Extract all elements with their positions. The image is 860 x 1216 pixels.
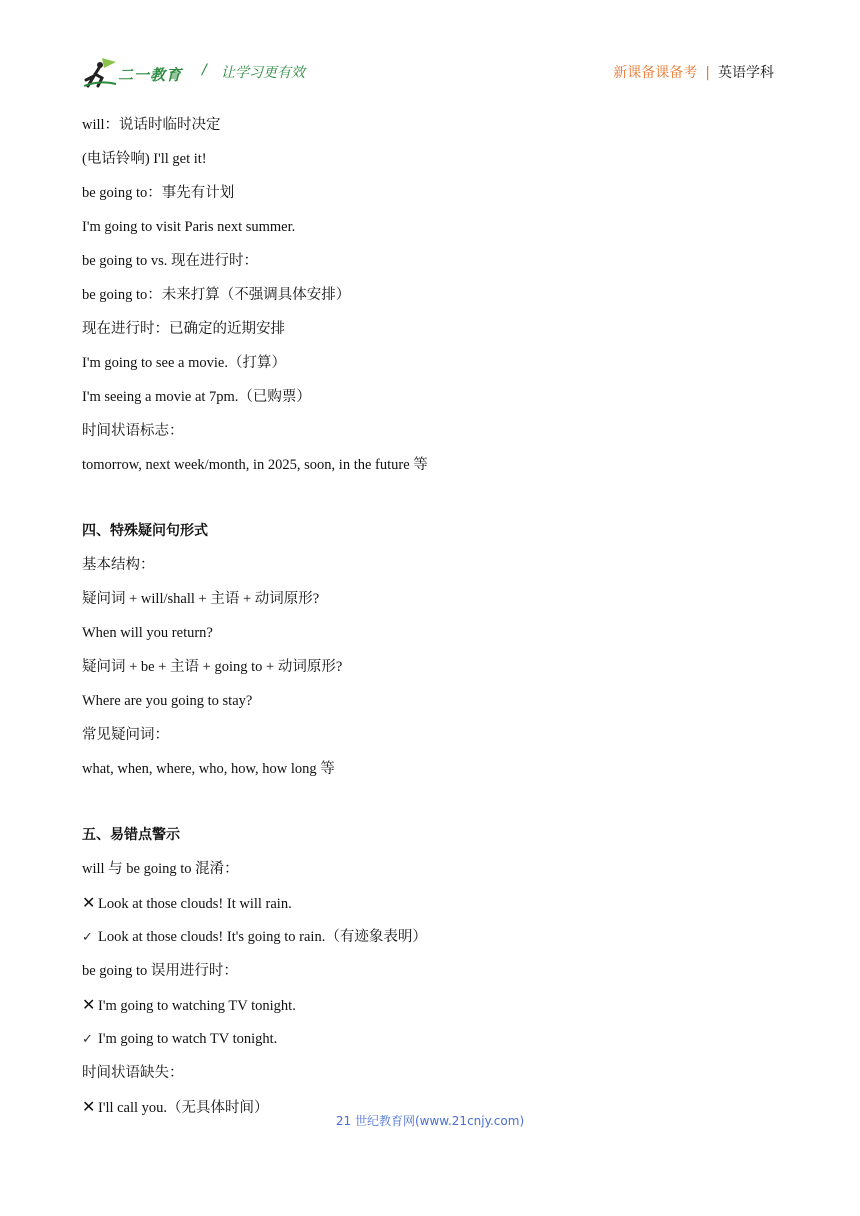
text-line: will 与 be going to 混淆： [82, 861, 239, 877]
example-text: Look at those clouds! It's going to rain.（有迹象表明） [98, 929, 427, 945]
cross-icon: ✕ [82, 995, 96, 1014]
text-line: I'm going to visit Paris next summer. [82, 219, 296, 235]
text-line: 时间状语缺失： [82, 1065, 184, 1081]
text-line: 基本结构： [82, 557, 155, 573]
text-line: be going to 误用进行时： [82, 963, 238, 979]
wrong-example [82, 886, 782, 920]
text-line: 现在进行时：已确定的近期安排 [82, 321, 285, 337]
right-example [82, 1022, 782, 1056]
slogan: 让学习更有效 [221, 65, 305, 81]
section-heading: 四、特殊疑问句形式 [82, 523, 208, 539]
course-label: 新课备课备考 [613, 65, 698, 81]
example-text: I'm going to watch TV tonight. [98, 1031, 278, 1047]
text-line: be going to：未来打算（不强调具体安排） [82, 287, 351, 303]
text-line: 常见疑问词： [82, 727, 169, 743]
document-body [82, 108, 782, 1124]
cross-icon: ✕ [82, 893, 96, 912]
subject-label: 英语学科 [718, 65, 774, 81]
page-footer: 21 世纪教育网(www.21cnjy.com) [335, 1114, 525, 1128]
wrong-example [82, 988, 782, 1022]
text-line: 疑问词 + be + 主语 + going to + 动词原形? [82, 659, 343, 675]
text-line: When will you return? [82, 625, 213, 641]
header-separator: | [705, 65, 710, 81]
page-header [82, 56, 774, 90]
text-line: be going to vs. 现在进行时： [82, 253, 259, 269]
slogan-divider: / [202, 62, 207, 78]
text-line: (电话铃响) I'll get it! [82, 151, 207, 167]
text-line: I'm seeing a movie at 7pm.（已购票） [82, 389, 311, 405]
text-line: I'm going to see a movie.（打算） [82, 355, 286, 371]
right-example [82, 920, 782, 954]
example-text: I'm going to watching TV tonight. [98, 998, 296, 1014]
header-right [613, 62, 774, 82]
text-line: what, when, where, who, how, how long 等 [82, 761, 335, 777]
section-heading: 五、易错点警示 [82, 827, 180, 843]
logo-text: 二一教育 [118, 66, 183, 84]
text-line: tomorrow, next week/month, in 2025, soon, in the future 等 [82, 457, 428, 473]
check-icon: ✓ [82, 930, 93, 945]
text-line: will：说话时临时决定 [82, 117, 221, 133]
runner-logo-icon [82, 56, 118, 90]
check-icon: ✓ [82, 1032, 93, 1047]
text-line: Where are you going to stay? [82, 693, 253, 709]
cross-icon: ✕ [82, 1097, 96, 1116]
example-text: Look at those clouds! It will rain. [98, 896, 292, 912]
text-line: 疑问词 + will/shall + 主语 + 动词原形? [82, 591, 320, 607]
text-line: be going to：事先有计划 [82, 185, 235, 201]
example-text: I'll call you.（无具体时间） [98, 1100, 269, 1116]
text-line: 时间状语标志： [82, 423, 184, 439]
logo [82, 56, 194, 90]
